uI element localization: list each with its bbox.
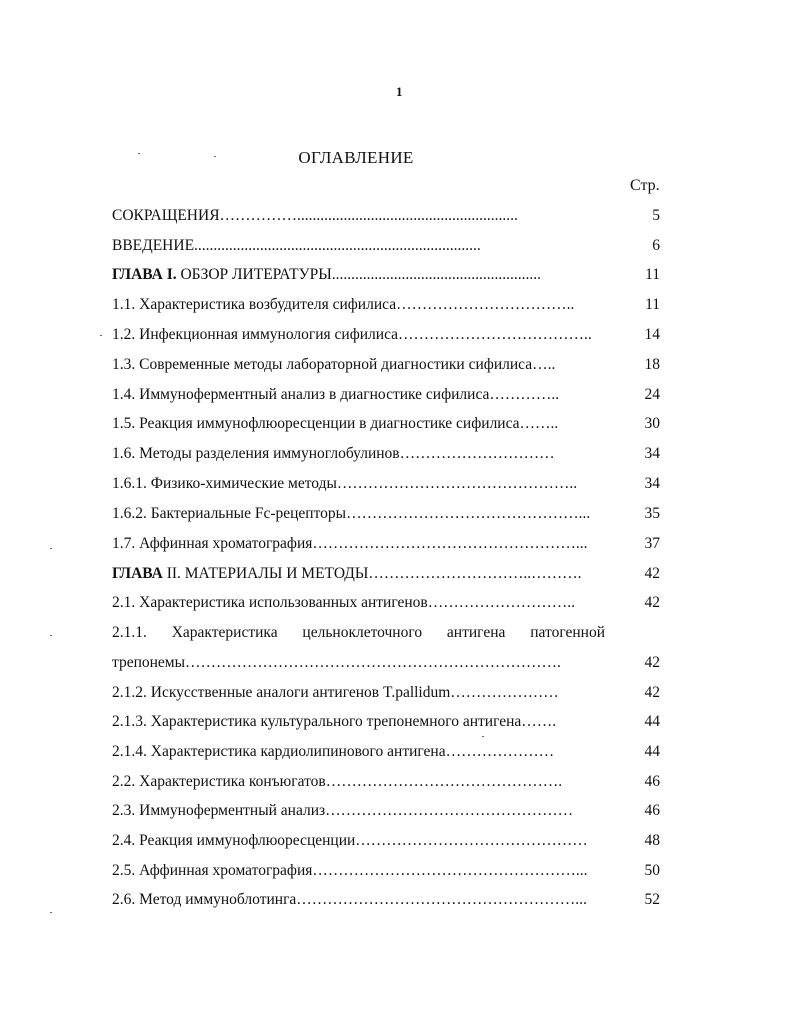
chapter-title: II. МАТЕРИАЛЫ И МЕТОДЫ…………………………..………. xyxy=(162,565,582,582)
toc-entry-text: 1.7. Аффинная хроматография……………………………………………... xyxy=(112,535,588,552)
scan-speck xyxy=(100,335,102,336)
toc-entry-page: 34 xyxy=(644,475,660,492)
toc-entry xyxy=(112,473,660,495)
toc-entry xyxy=(112,294,660,316)
toc-entry xyxy=(112,324,660,346)
scan-speck xyxy=(214,156,216,157)
chapter-label: ГЛАВА xyxy=(112,565,163,582)
toc-entry-text: 2.6. Метод иммуноблотинга………………………………………………... xyxy=(112,891,587,908)
toc-entry-page: 42 xyxy=(644,654,660,671)
chapter-title: ОБЗОР ЛИТЕРАТУРЫ...................................................... xyxy=(176,266,541,283)
toc-entry-page: 34 xyxy=(644,445,660,462)
toc-entry-text: 1.6.2. Бактериальные Fc-рецепторы………………………………………... xyxy=(112,505,591,522)
page-number: 1 xyxy=(396,84,403,99)
toc-entry xyxy=(112,235,660,257)
scan-speck xyxy=(50,635,52,636)
toc-entry-text: 2.1.4. Характеристика кардиолипинового антигена………………… xyxy=(112,743,555,760)
toc-entry-page: 46 xyxy=(644,773,660,790)
toc-entry xyxy=(112,711,660,733)
toc-entry-text: 1.1. Характеристика возбудителя сифилиса…………………………….. xyxy=(112,296,575,313)
toc-entry-page: 44 xyxy=(644,713,660,730)
toc-entry xyxy=(112,592,660,614)
toc-entry-text: СОКРАЩЕНИЯ……………......................................................... xyxy=(112,207,518,224)
toc-entry xyxy=(112,205,660,227)
toc-entry xyxy=(112,800,660,822)
toc-entry-text: 2.4. Реакция иммунофлюоресценции……………………………………… xyxy=(112,832,588,849)
toc-entry xyxy=(112,622,660,644)
scan-speck xyxy=(50,912,52,913)
scan-speck xyxy=(50,548,52,549)
toc-entry-page: 44 xyxy=(644,743,660,760)
toc-entry-page: 14 xyxy=(644,326,660,343)
toc-entry xyxy=(112,443,660,465)
toc-entry xyxy=(112,354,660,376)
toc-title: ОГЛАВЛЕНИЕ xyxy=(298,148,414,167)
toc-entry xyxy=(112,563,660,585)
toc-entry-text: 1.4. Иммуноферментный анализ в диагностике сифилиса………….. xyxy=(112,386,560,403)
toc-entry xyxy=(112,384,660,406)
toc-entry-text: 2.3. Иммуноферментный анализ………………………………………… xyxy=(112,802,574,819)
toc-entry-text: 2.2. Характеристика конъюгатов………………………………………. xyxy=(112,773,563,790)
toc-entry-text: 2.1.3. Характеристика культурального трепонемного антигена……. xyxy=(112,713,557,730)
toc-entry-text xyxy=(112,264,605,286)
toc-entry-page: 42 xyxy=(644,684,660,701)
toc-entry xyxy=(112,533,660,555)
toc-entry-page: 46 xyxy=(644,802,660,819)
scan-speck xyxy=(138,153,140,154)
toc-entry-page: 18 xyxy=(644,356,660,373)
toc-entry-page: 52 xyxy=(644,891,660,908)
toc-entry-text: ВВЕДЕНИЕ.......................................................................... xyxy=(112,237,481,254)
toc-entry xyxy=(112,652,660,674)
toc-entry xyxy=(112,830,660,852)
toc-entry-page: 50 xyxy=(644,862,660,879)
toc-entry-text: 2.1. Характеристика использованных антигенов……………………….. xyxy=(112,594,575,611)
toc-entry-page: 37 xyxy=(644,535,660,552)
toc-entry xyxy=(112,889,660,911)
toc-entry-text: 1.2. Инфекционная иммунология сифилиса……………………………….. xyxy=(112,326,592,343)
toc-entry-page: 11 xyxy=(645,266,660,283)
toc-entry xyxy=(112,264,660,286)
scan-speck xyxy=(482,736,484,737)
toc-entry-text: 1.6. Методы разделения иммуноглобулинов………………………… xyxy=(112,445,555,462)
toc-entry-page: 6 xyxy=(652,237,660,254)
chapter-label: ГЛАВА I. xyxy=(112,266,177,283)
toc-entry-text: 1.5. Реакция иммунофлюоресценции в диагностике сифилиса…….. xyxy=(112,415,559,432)
toc-entry-page: 35 xyxy=(644,505,660,522)
toc-entry-text: 1.6.1. Физико-химические методы……………………………………….. xyxy=(112,475,578,492)
toc-entry-page: 42 xyxy=(644,565,660,582)
page-column-header: Стр. xyxy=(630,177,660,194)
toc-entry-text: 2.1.2. Искусственные аналоги антигенов T.pallidum………………… xyxy=(112,684,559,701)
toc-entry xyxy=(112,682,660,704)
toc-entry-page: 5 xyxy=(652,207,660,224)
toc-entry xyxy=(112,741,660,763)
toc-entry-text: трепонемы………………………………………………………………. xyxy=(112,654,561,671)
toc-entry-text xyxy=(112,563,605,585)
toc-entry-text: 2.1.1. Характеристика цельноклеточного антигена патогенной xyxy=(112,624,605,641)
toc-entry-page: 30 xyxy=(644,415,660,432)
toc-entry xyxy=(112,413,660,435)
toc-entry xyxy=(112,860,660,882)
toc-entry-text: 1.3. Современные методы лабораторной диагностики сифилиса….. xyxy=(112,356,556,373)
toc-entry-text: 2.5. Аффинная хроматография……………………………………………... xyxy=(112,862,588,879)
toc-entry xyxy=(112,503,660,525)
toc-entry-page: 48 xyxy=(644,832,660,849)
toc-entry xyxy=(112,771,660,793)
toc-entry-page: 24 xyxy=(644,386,660,403)
toc-entry-page: 42 xyxy=(644,594,660,611)
toc-entry-page: 11 xyxy=(645,296,660,313)
